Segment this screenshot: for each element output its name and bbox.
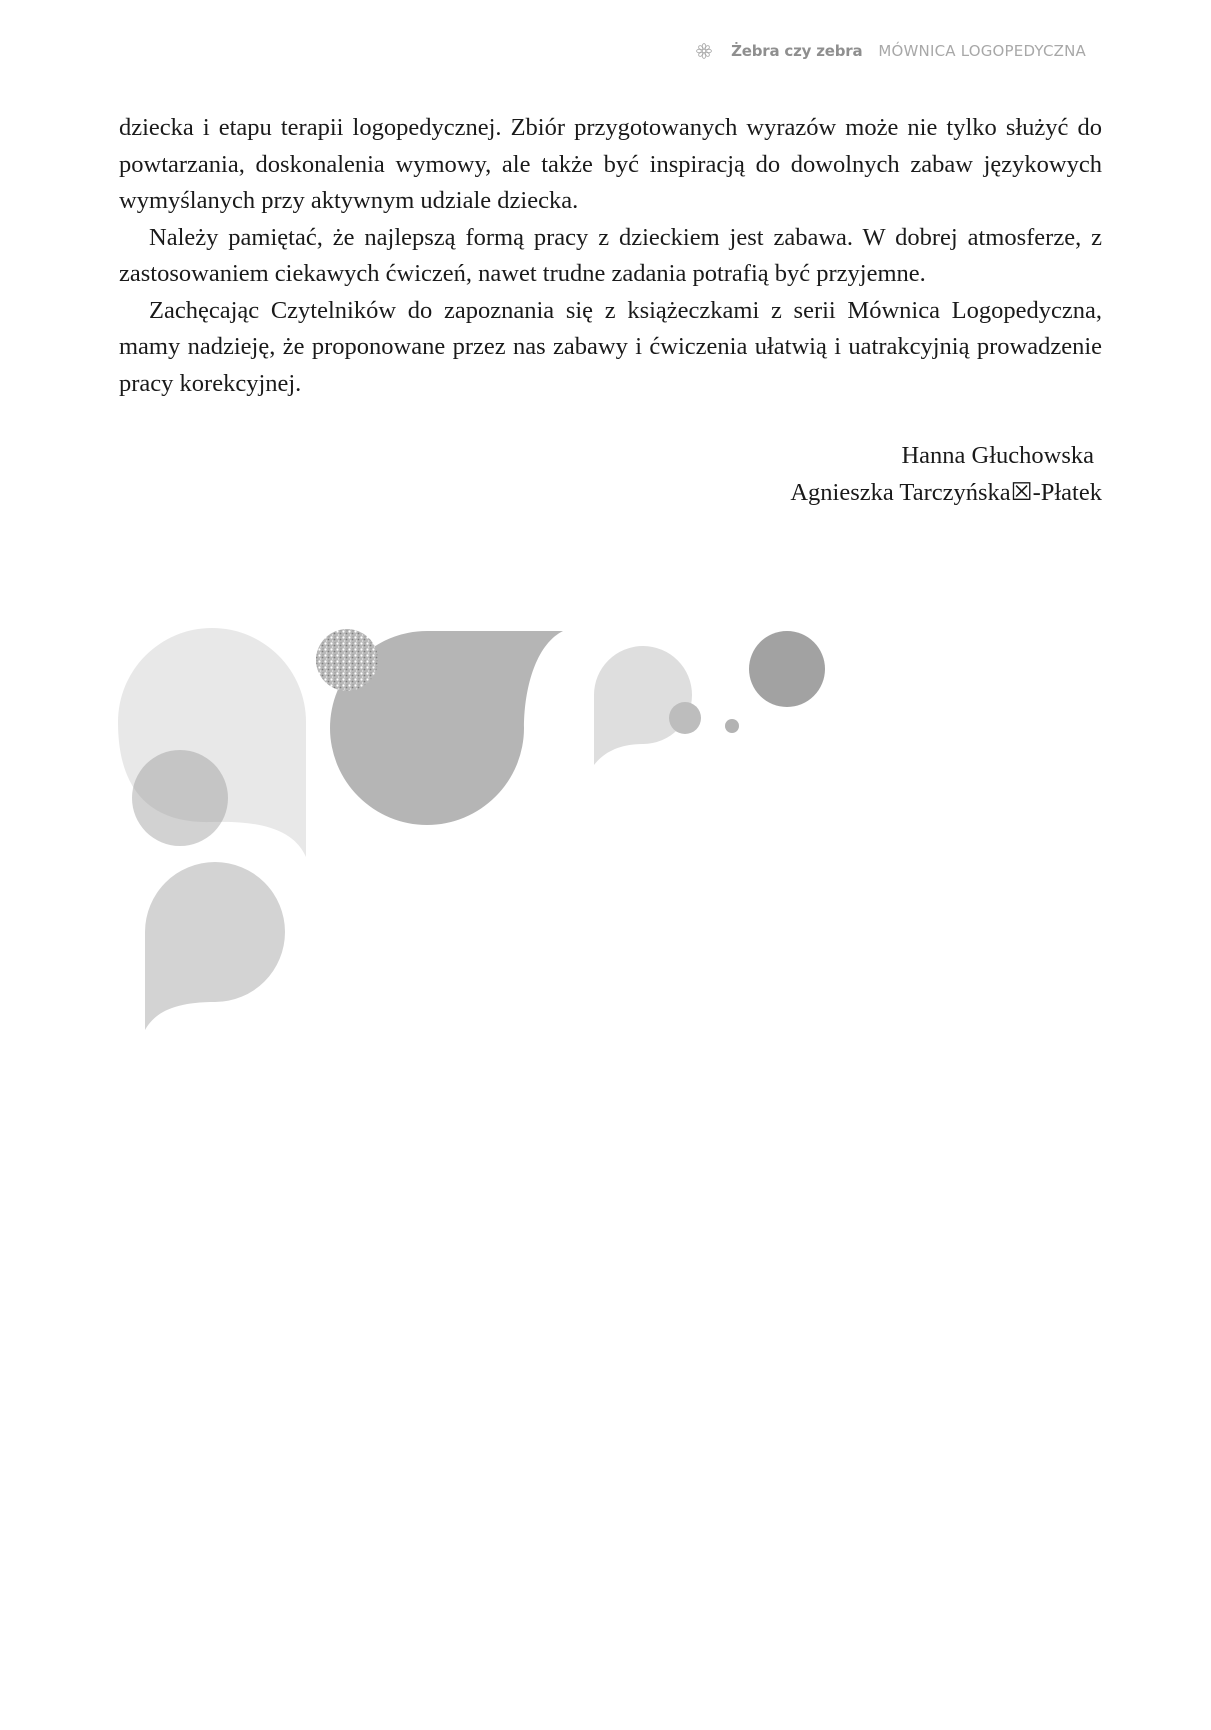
circle-overlap-grey [132, 750, 228, 846]
paragraph-1: dziecka i etapu terapii logopedycznej. Zbiór przygotowanych wyrazów może nie tylko służyć do powtarzania, doskonalenia wymowy, ale także być inspiracją do dowolnych zabaw językowych wymyślanych przy aktywnym udziale dziecka. [119, 114, 1102, 214]
paragraph-3: Zachęcając Czytelników do zapoznania się z książeczkami z serii Mównica Logopedyczna, mamy nadzieję, że proponowane przez nas zabawy i ćwiczenia ułatwią i uatrakcyjnią prowadzenie pracy korekcyjnej. [119, 296, 1102, 397]
author-signature-2: Agnieszka Tarczyńska☒-Płatek [790, 478, 1102, 506]
paragraph-2: Należy pamiętać, że najlepszą formą pracy z dzieckiem jest zabawa. W dobrej atmosferze, z zastosowaniem ciekawych ćwiczeń, nawet trudne zadania potrafią być przyjemne. [119, 223, 1102, 287]
book-title: Żebra czy zebra [731, 42, 863, 60]
glitter-dot [316, 629, 378, 691]
series-title: MÓWNICA LOGOPEDYCZNA [878, 42, 1086, 60]
speech-bubble-lower [145, 862, 285, 1030]
small-dot [669, 702, 701, 734]
tiny-dot [725, 719, 739, 733]
author-signature-1: Hanna Głuchowska [901, 442, 1094, 469]
circle-dark [749, 631, 825, 707]
